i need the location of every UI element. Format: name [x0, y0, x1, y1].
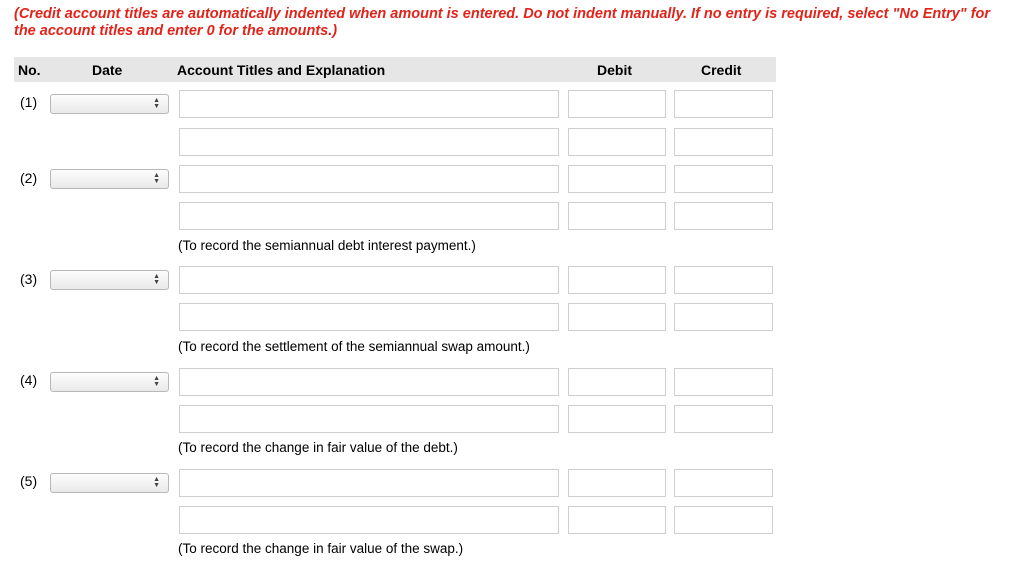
entry-number: (4) [20, 372, 38, 388]
account-title-input[interactable] [179, 165, 559, 193]
debit-amount-input[interactable] [568, 469, 666, 497]
instructions-text: (Credit account titles are automatically indented when amount is entered. Do not indent manually. If no entry is required, select "No Entry" for the account titles and enter 0 for the amounts.) [14, 6, 991, 39]
table-header [14, 57, 776, 82]
debit-amount-input[interactable] [568, 128, 666, 156]
credit-amount-input[interactable] [674, 368, 773, 396]
account-title-input[interactable] [179, 405, 559, 433]
account-title-input[interactable] [179, 90, 559, 118]
debit-amount-input[interactable] [568, 266, 666, 294]
header-date: Date [92, 62, 123, 78]
date-select[interactable] [50, 94, 169, 114]
date-select[interactable] [50, 473, 169, 493]
entry-explanation: (To record the semiannual debt interest payment.) [178, 238, 476, 253]
credit-amount-input[interactable] [674, 90, 773, 118]
credit-amount-input[interactable] [674, 405, 773, 433]
account-title-input[interactable] [179, 202, 559, 230]
up-down-arrows-icon: ▲ ▼ [153, 97, 160, 110]
entry-explanation: (To record the change in fair value of the swap.) [178, 541, 464, 556]
account-title-input[interactable] [179, 128, 559, 156]
entry-explanation: (To record the settlement of the semiannual swap amount.) [178, 339, 530, 354]
entry-number: (2) [20, 170, 38, 186]
entry-number: (5) [20, 473, 38, 489]
credit-amount-input[interactable] [674, 128, 773, 156]
debit-amount-input[interactable] [568, 165, 666, 193]
account-title-input[interactable] [179, 368, 559, 396]
debit-amount-input[interactable] [568, 405, 666, 433]
header-no: No. [18, 62, 41, 78]
date-select[interactable] [50, 270, 169, 290]
date-select[interactable] [50, 169, 169, 189]
credit-amount-input[interactable] [674, 506, 773, 534]
up-down-arrows-icon: ▲ ▼ [153, 476, 160, 489]
debit-amount-input[interactable] [568, 90, 666, 118]
account-title-input[interactable] [179, 469, 559, 497]
account-title-input[interactable] [179, 506, 559, 534]
up-down-arrows-icon: ▲ ▼ [153, 375, 160, 388]
account-title-input[interactable] [179, 266, 559, 294]
entry-number: (1) [20, 94, 38, 110]
header-credit: Credit [701, 62, 742, 78]
up-down-arrows-icon: ▲ ▼ [153, 273, 160, 286]
credit-amount-input[interactable] [674, 165, 773, 193]
credit-amount-input[interactable] [674, 202, 773, 230]
entry-number: (3) [20, 271, 38, 287]
entry-explanation: (To record the change in fair value of the debt.) [178, 440, 458, 455]
debit-amount-input[interactable] [568, 506, 666, 534]
credit-amount-input[interactable] [674, 303, 773, 331]
credit-amount-input[interactable] [674, 469, 773, 497]
credit-amount-input[interactable] [674, 266, 773, 294]
date-select[interactable] [50, 372, 169, 392]
account-title-input[interactable] [179, 303, 559, 331]
up-down-arrows-icon: ▲ ▼ [153, 172, 160, 185]
debit-amount-input[interactable] [568, 303, 666, 331]
header-account-titles: Account Titles and Explanation [177, 62, 386, 78]
header-debit: Debit [597, 62, 632, 78]
debit-amount-input[interactable] [568, 368, 666, 396]
debit-amount-input[interactable] [568, 202, 666, 230]
